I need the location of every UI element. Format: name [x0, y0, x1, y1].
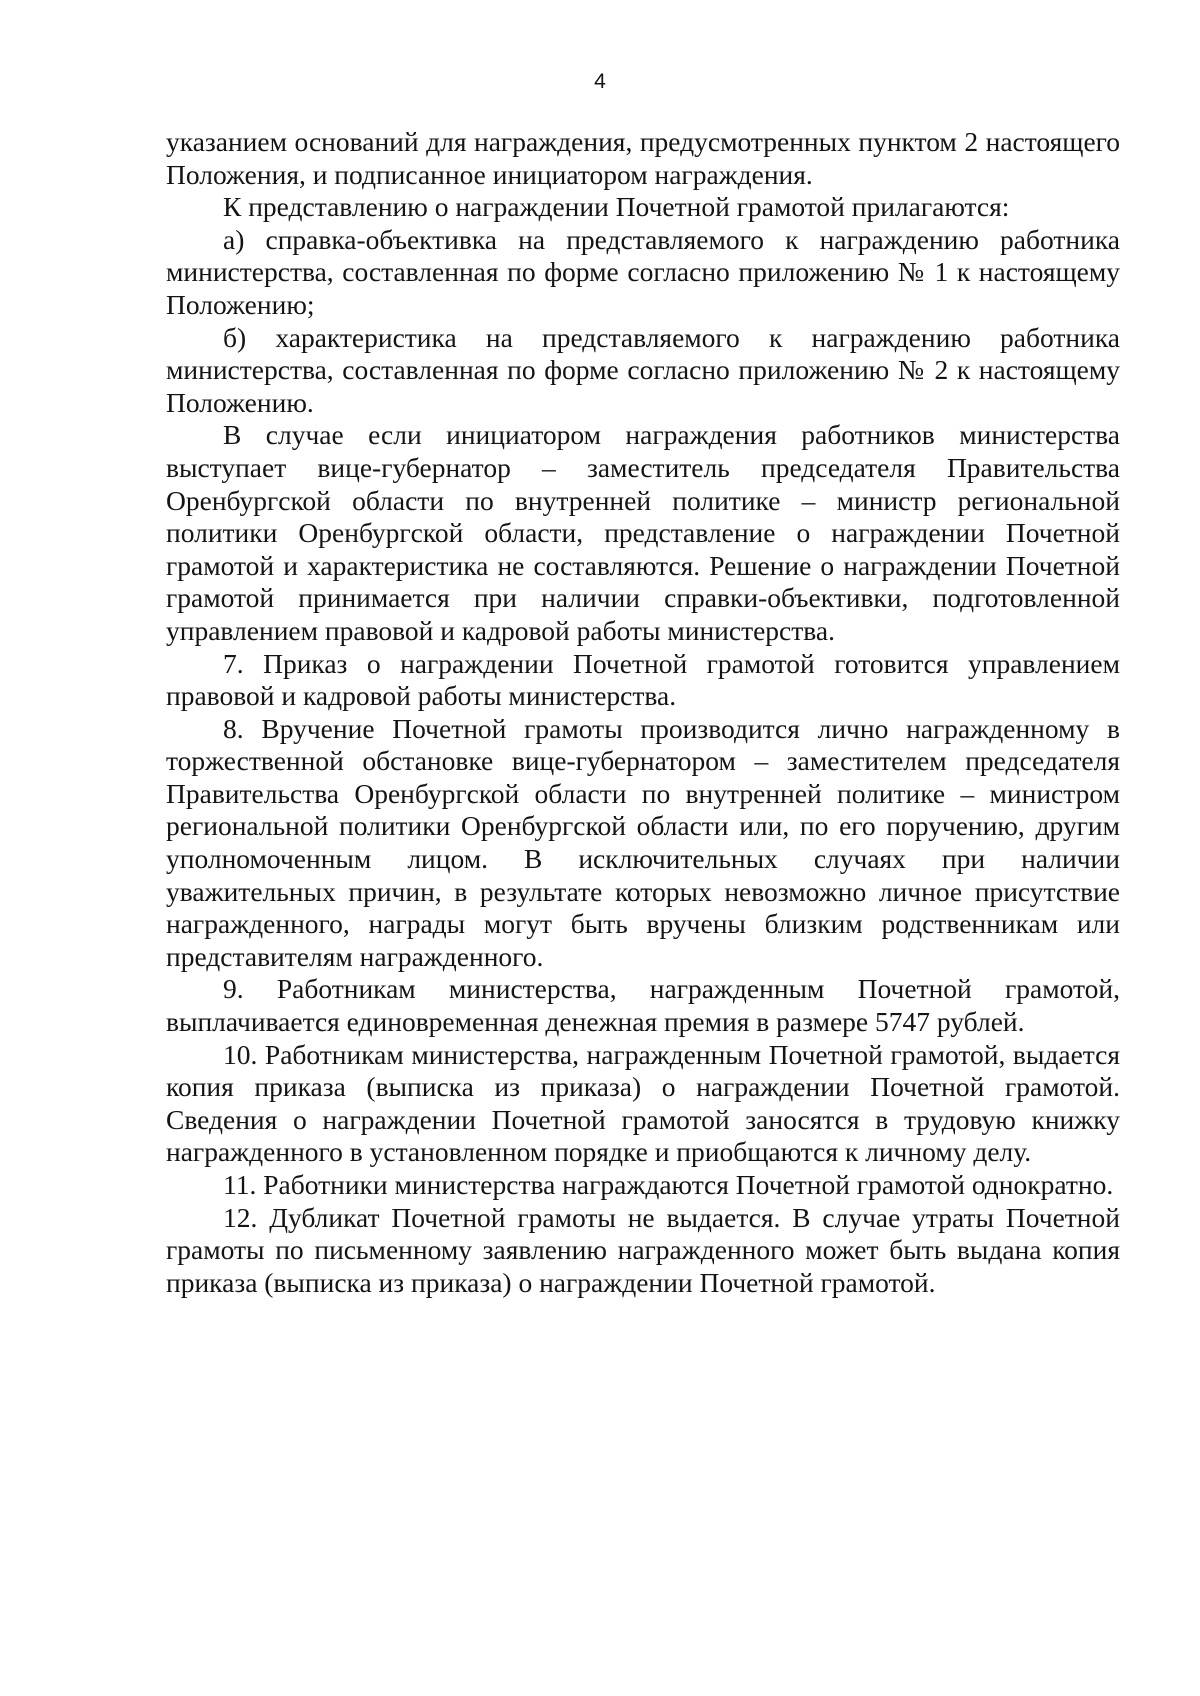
- paragraph-clause-12: 12. Дубликат Почетной грамоты не выдается. В случае утраты Почетной грамоты по письменному заявлению награжденного может быть выдана копия приказа (выписка из приказа) о награждении Почетной грамотой.: [166, 1201, 1120, 1298]
- page-number: 4: [594, 70, 606, 93]
- paragraph-item-a: а) справка-объективка на представляемого к награждению работника министерства, составленная по форме согласно приложению № 1 к настоящему Положению;: [166, 223, 1120, 320]
- paragraph-attachments-intro: К представлению о награждении Почетной грамотой прилагаются:: [223, 191, 1010, 223]
- paragraph-clause-9: 9. Работникам министерства, награжденным Почетной грамотой, выплачивается единовременная денежная премия в размере 5747 рублей.: [166, 973, 1120, 1038]
- paragraph-clause-7: 7. Приказ о награждении Почетной грамотой готовится управлением правовой и кадровой работы министерства.: [166, 647, 1120, 712]
- paragraph-clause-8: 8. Вручение Почетной грамоты производится лично награжденному в торжественной обстановке вице-губернатором – заместителем председателя Правительства Оренбургской области по внутренней политике – министром региональной политики Оренбургской области или, по его поручению, другим уполномоченным лицом. В исключительных случаях при наличии уважительных причин, в результате которых невозможно личное присутствие награжденного, награды могут быть вручены близким родственникам или представителям награжденного.: [166, 712, 1120, 972]
- paragraph-clause-11: 11. Работники министерства награждаются Почетной грамотой однократно.: [223, 1169, 1114, 1200]
- paragraph-vice-governor-case: В случае если инициатором награждения работников министерства выступает вице-губернатор – заместитель председателя Правительства Оренбургской области по внутренней политике – министр региональной политики Оренбургской области, представление о награждении Почетной грамотой и характеристика не составляются. Решение о награждении Почетной грамотой принимается при наличии справки-объективки, подготовленной управлением правовой и кадровой работы министерства.: [166, 419, 1120, 646]
- paragraph-clause-10: 10. Работникам министерства, награжденным Почетной грамотой, выдается копия приказа (выписка из приказа) о награждении Почетной грамотой. Сведения о награждении Почетной грамотой заносятся в трудовую книжку награжденного в установленном порядке и приобщаются к личному делу.: [166, 1038, 1120, 1168]
- document-body: [166, 126, 1120, 1299]
- paragraph-continuation: указанием оснований для награждения, предусмотренных пунктом 2 настоящего Положения, и подписанное инициатором награждения.: [166, 126, 1120, 190]
- paragraph-item-b: б) характеристика на представляемого к награждению работника министерства, составленная по форме согласно приложению № 2 к настоящему Положению.: [166, 321, 1120, 418]
